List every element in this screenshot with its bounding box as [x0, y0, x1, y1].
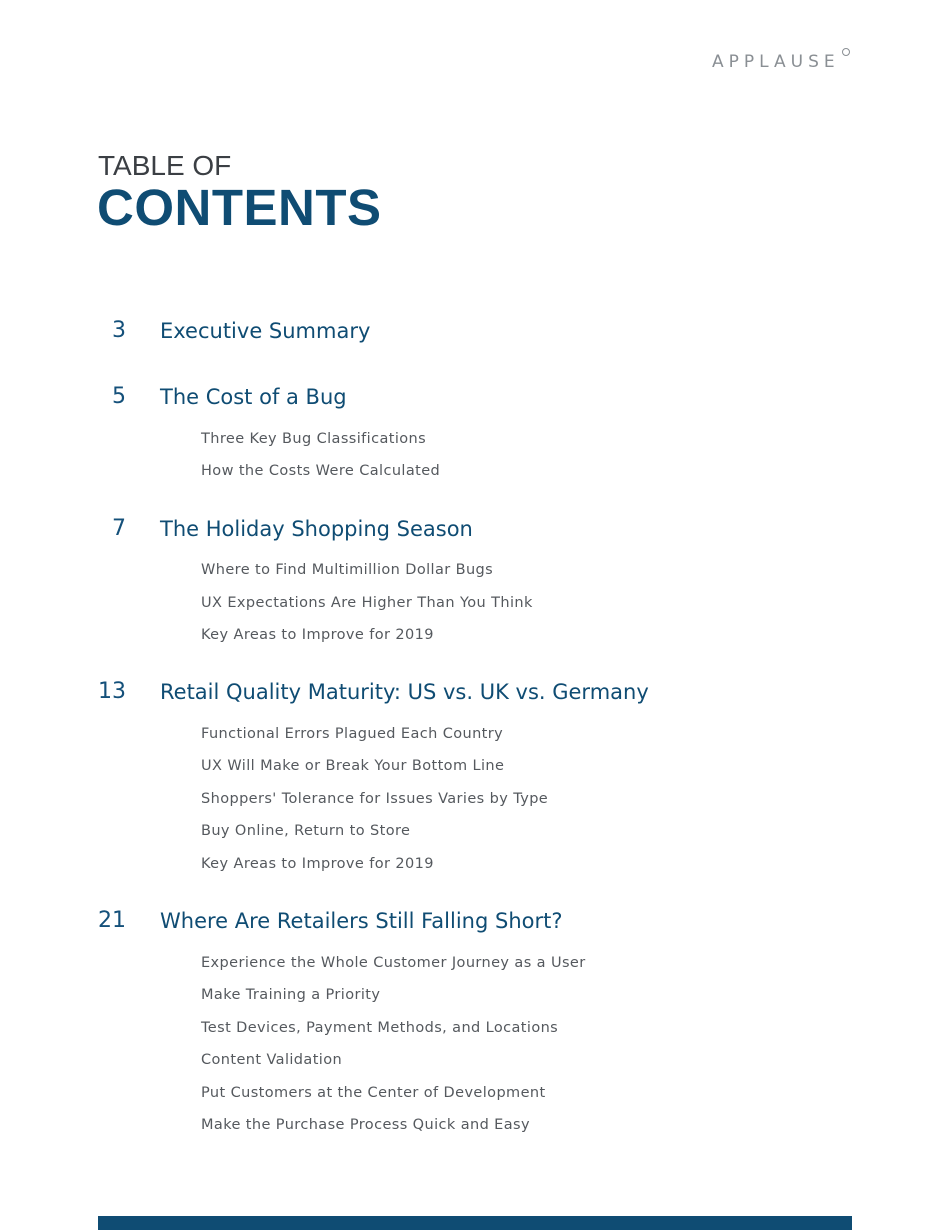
section-page-number: 3: [112, 318, 126, 343]
applause-logo: APPLAUSE: [712, 52, 840, 72]
subsection-item[interactable]: Make the Purchase Process Quick and Easy: [201, 1117, 530, 1133]
subsection-item[interactable]: Put Customers at the Center of Development: [201, 1085, 546, 1101]
footer-bar: [98, 1216, 852, 1230]
section-page-number: 21: [98, 908, 126, 933]
section-page-number: 13: [98, 679, 126, 704]
subsection-item[interactable]: UX Expectations Are Higher Than You Think: [201, 595, 533, 611]
page-title-line2: CONTENTS: [97, 179, 382, 236]
subsection-item[interactable]: Functional Errors Plagued Each Country: [201, 726, 504, 742]
section-page-number: 5: [112, 384, 126, 409]
subsection-item[interactable]: Content Validation: [201, 1052, 343, 1068]
subsection-item[interactable]: Key Areas to Improve for 2019: [201, 627, 434, 643]
subsection-item[interactable]: UX Will Make or Break Your Bottom Line: [201, 758, 505, 774]
section-title[interactable]: Retail Quality Maturity: US vs. UK vs. Germany: [160, 680, 649, 704]
subsection-item[interactable]: Buy Online, Return to Store: [201, 823, 411, 839]
subsection-item[interactable]: Three Key Bug Classifications: [201, 431, 427, 447]
subsection-item[interactable]: Where to Find Multimillion Dollar Bugs: [201, 562, 494, 578]
subsection-item[interactable]: Shoppers' Tolerance for Issues Varies by Type: [201, 791, 549, 807]
section-title[interactable]: Where Are Retailers Still Falling Short?: [160, 909, 563, 933]
subsection-item[interactable]: How the Costs Were Calculated: [201, 463, 441, 479]
section-title[interactable]: Executive Summary: [160, 319, 371, 343]
section-title[interactable]: The Cost of a Bug: [160, 385, 347, 409]
subsection-item[interactable]: Make Training a Priority: [201, 987, 381, 1003]
subsection-item[interactable]: Key Areas to Improve for 2019: [201, 856, 434, 872]
section-title[interactable]: The Holiday Shopping Season: [160, 517, 473, 541]
subsection-item[interactable]: Test Devices, Payment Methods, and Locations: [201, 1020, 559, 1036]
subsection-item[interactable]: Experience the Whole Customer Journey as a User: [201, 955, 586, 971]
section-page-number: 7: [112, 516, 126, 541]
page-title-line1: TABLE OF: [98, 150, 232, 181]
logo-ring-icon: [842, 48, 850, 56]
